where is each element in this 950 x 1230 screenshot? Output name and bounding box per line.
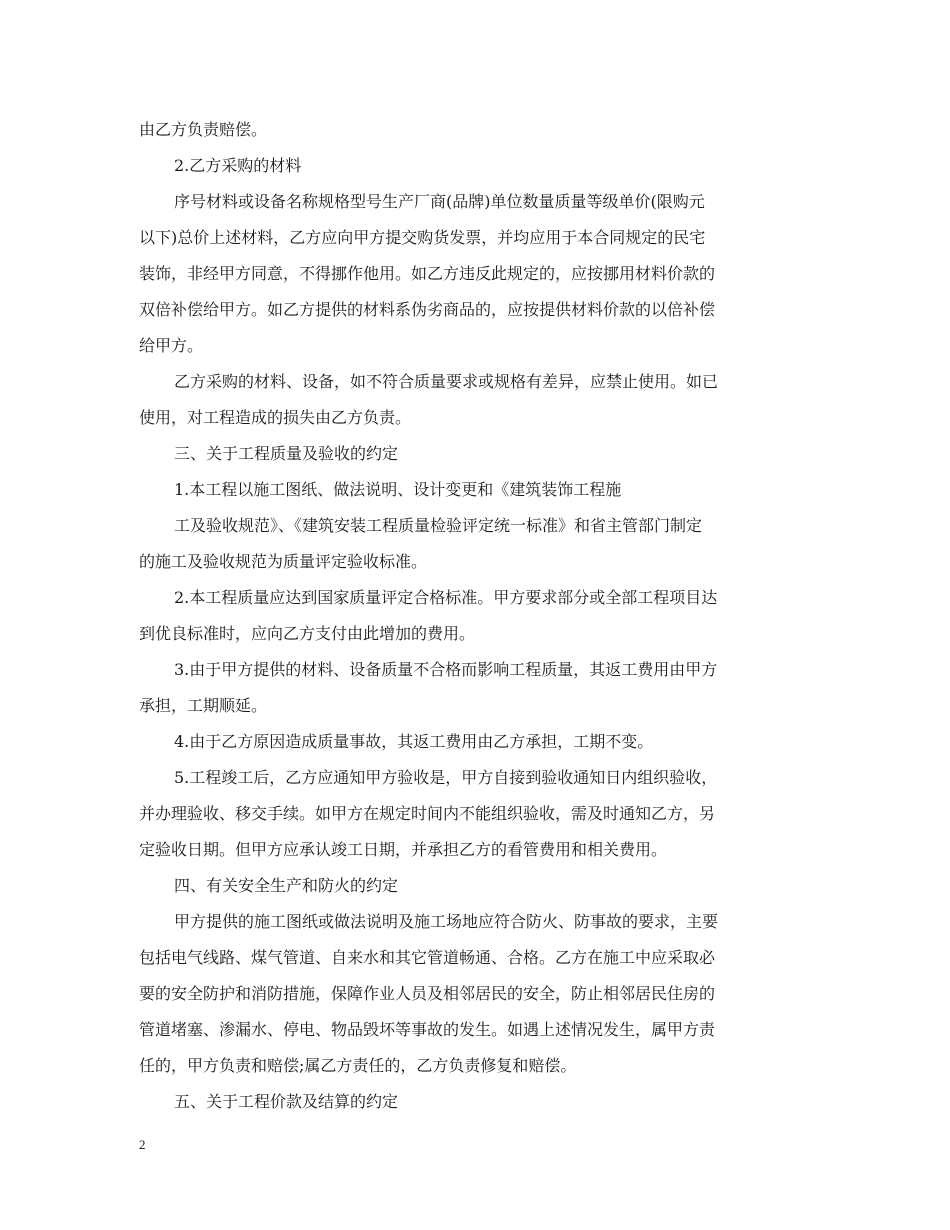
text-line: 双倍补偿给甲方。如乙方提供的材料系伪劣商品的，应按提供材料价款的以倍补偿 (139, 300, 716, 319)
text-line: 5.工程竣工后，乙方应通知甲方验收是，甲方自接到验收通知日内组织验收， (174, 768, 718, 787)
text-line: 五、关于工程价款及结算的约定 (174, 1092, 399, 1111)
page-number: 2 (139, 1137, 146, 1152)
text-line: 任的，甲方负责和赔偿;属乙方责任的，乙方负责修复和赔偿。 (139, 1056, 577, 1075)
text-line: 三、关于工程质量及验收的约定 (174, 444, 399, 463)
text-line: 乙方采购的材料、设备，如不符合质量要求或规格有差异，应禁止使用。如已 (174, 372, 719, 391)
text-line: 四、有关安全生产和防火的约定 (174, 876, 399, 895)
text-line: 2.本工程质量应达到国家质量评定合格标准。甲方要求部分或全部工程项目达 (174, 588, 718, 607)
text-line: 由乙方负责赔偿。 (139, 120, 268, 139)
text-line: 使用，对工程造成的损失由乙方负责。 (139, 408, 412, 427)
text-line: 以下)总价上述材料，乙方应向甲方提交购货发票，并均应用于本合同规定的民宅 (139, 228, 706, 247)
text-line: 定验收日期。但甲方应承认竣工日期，并承担乙方的看管费用和相关费用。 (139, 840, 668, 859)
text-line: 给甲方。 (139, 336, 204, 355)
text-line: 管道堵塞、渗漏水、停电、物品毁坏等事故的发生。如遇上述情况发生，属甲方责 (139, 1020, 716, 1039)
text-line: 要的安全防护和消防措施，保障作业人员及相邻居民的安全，防止相邻居民住房的 (139, 984, 716, 1003)
text-line: 序号材料或设备名称规格型号生产厂商(品牌)单位数量质量等级单价(限购元 (174, 192, 705, 211)
text-line: 工及验收规范》、《建筑安装工程质量检验评定统一标准》和省主管部门制定 (174, 516, 703, 535)
text-line: 的施工及验收规范为质量评定验收标准。 (139, 552, 428, 571)
text-line: 到优良标准时，应向乙方支付由此增加的费用。 (139, 624, 476, 643)
text-line: 3.由于甲方提供的材料、设备质量不合格而影响工程质量，其返工费用由甲方 (174, 660, 718, 679)
text-line: 包括电气线路、煤气管道、自来水和其它管道畅通、合格。乙方在施工中应采取必 (139, 948, 716, 967)
document-body (139, 112, 811, 1120)
text-line: 2.乙方采购的材料 (174, 156, 302, 175)
text-line: 4.由于乙方原因造成质量事故，其返工费用由乙方承担，工期不变。 (174, 732, 654, 751)
text-line: 装饰，非经甲方同意，不得挪作他用。如乙方违反此规定的，应按挪用材料价款的 (139, 264, 716, 283)
text-line: 并办理验收、移交手续。如甲方在规定时间内不能组织验收，需及时通知乙方，另 (139, 804, 716, 823)
text-line: 甲方提供的施工图纸或做法说明及施工场地应符合防火、防事故的要求，主要 (174, 912, 719, 931)
text-line: 1.本工程以施工图纸、做法说明、设计变更和《建筑装饰工程施 (174, 480, 622, 499)
text-line: 承担，工期顺延。 (139, 696, 268, 715)
